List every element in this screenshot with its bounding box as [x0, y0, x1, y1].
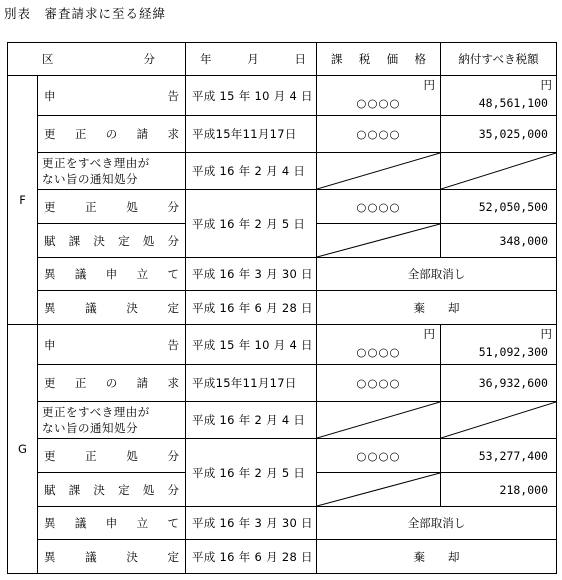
date-cell: 平成 15 年 10 月 4 日 — [186, 325, 317, 365]
date-cell: 平成 16 年 2 月 4 日 — [186, 402, 317, 439]
empty-diagonal-cell — [441, 153, 557, 190]
tax-due-cell: 円 48,561,100 — [441, 76, 557, 116]
table-row — [8, 402, 557, 439]
date-cell: 平成 16 年 2 月 4 日 — [186, 153, 317, 190]
table-row — [8, 325, 557, 365]
yen-unit: 円 — [540, 327, 552, 341]
row-label: 異 議 申 立 て — [38, 507, 186, 540]
table-header-row — [8, 43, 557, 76]
date-cell: 平成 16 年 3 月 30 日 — [186, 507, 317, 540]
page-title: 別表 審査請求に至る経緯 — [4, 6, 167, 21]
table-row — [8, 258, 557, 291]
row-label: 賦 課 決 定 処 分 — [38, 224, 186, 258]
date-cell: 平成 16 年 6 月 28 日 — [186, 291, 317, 325]
tax-due-cell: 53,277,400 — [441, 439, 557, 473]
table-row — [8, 365, 557, 402]
result-cell: 全部取消し — [317, 507, 557, 540]
date-cell: 平成 16 年 3 月 30 日 — [186, 258, 317, 291]
tax-due-cell: 348,000 — [441, 224, 557, 258]
table-row — [8, 116, 557, 153]
date-cell: 平成15年11月17日 — [186, 116, 317, 153]
row-label: 更正をすべき理由が ない旨の通知処分 — [38, 153, 186, 190]
taxable-value-cell: 円 ○○○○ — [317, 76, 441, 116]
tax-due-cell: 36,932,600 — [441, 365, 557, 402]
date-cell: 平成 16 年 2 月 5 日 — [186, 439, 317, 507]
date-cell: 平成 15 年 10 月 4 日 — [186, 76, 317, 116]
yen-unit: 円 — [423, 327, 436, 341]
result-cell: 棄 却 — [317, 291, 557, 325]
taxable-value-cell: ○○○○ — [317, 116, 441, 153]
row-label: 異 議 申 立 て — [38, 258, 186, 291]
tax-due-cell: 52,050,500 — [441, 190, 557, 224]
tax-due-cell: 35,025,000 — [441, 116, 557, 153]
table-row — [8, 540, 557, 574]
empty-diagonal-cell — [317, 224, 441, 258]
row-label: 更正をすべき理由が ない旨の通知処分 — [38, 402, 186, 439]
yen-unit: 円 — [423, 78, 436, 92]
header-kubun: 区 分 — [8, 43, 186, 76]
empty-diagonal-cell — [441, 402, 557, 439]
table-row — [8, 291, 557, 325]
yen-unit: 円 — [540, 78, 552, 92]
result-cell: 全部取消し — [317, 258, 557, 291]
date-cell: 平成 16 年 6 月 28 日 — [186, 540, 317, 574]
empty-diagonal-cell — [317, 153, 441, 190]
header-tax-due: 納付すべき税額 — [441, 43, 557, 76]
tax-due-cell: 円 51,092,300 — [441, 325, 557, 365]
table-row — [8, 190, 557, 224]
date-cell: 平成 16 年 2 月 5 日 — [186, 190, 317, 258]
row-label: 更 正 の 請 求 — [38, 365, 186, 402]
header-taxable-value: 課 税 価 格 — [317, 43, 441, 76]
row-label: 更 正 処 分 — [38, 439, 186, 473]
history-table — [7, 42, 557, 574]
row-label: 賦 課 決 定 処 分 — [38, 473, 186, 507]
empty-diagonal-cell — [317, 402, 441, 439]
taxable-value-cell: ○○○○ — [317, 365, 441, 402]
row-label: 異 議 決 定 — [38, 540, 186, 574]
date-cell: 平成15年11月17日 — [186, 365, 317, 402]
taxable-value-cell: ○○○○ — [317, 439, 441, 473]
empty-diagonal-cell — [317, 473, 441, 507]
row-label: 更 正 の 請 求 — [38, 116, 186, 153]
table-row — [8, 76, 557, 116]
result-cell: 棄 却 — [317, 540, 557, 574]
row-label: 申 告 — [38, 76, 186, 116]
row-label: 異 議 決 定 — [38, 291, 186, 325]
table-row — [8, 507, 557, 540]
group-label: G — [8, 325, 38, 574]
table-row — [8, 439, 557, 473]
row-label: 更 正 処 分 — [38, 190, 186, 224]
taxable-value-cell: 円 ○○○○ — [317, 325, 441, 365]
table-row — [8, 153, 557, 190]
taxable-value-cell: ○○○○ — [317, 190, 441, 224]
tax-due-cell: 218,000 — [441, 473, 557, 507]
header-date: 年 月 日 — [186, 43, 317, 76]
row-label: 申 告 — [38, 325, 186, 365]
group-label: F — [8, 76, 38, 325]
